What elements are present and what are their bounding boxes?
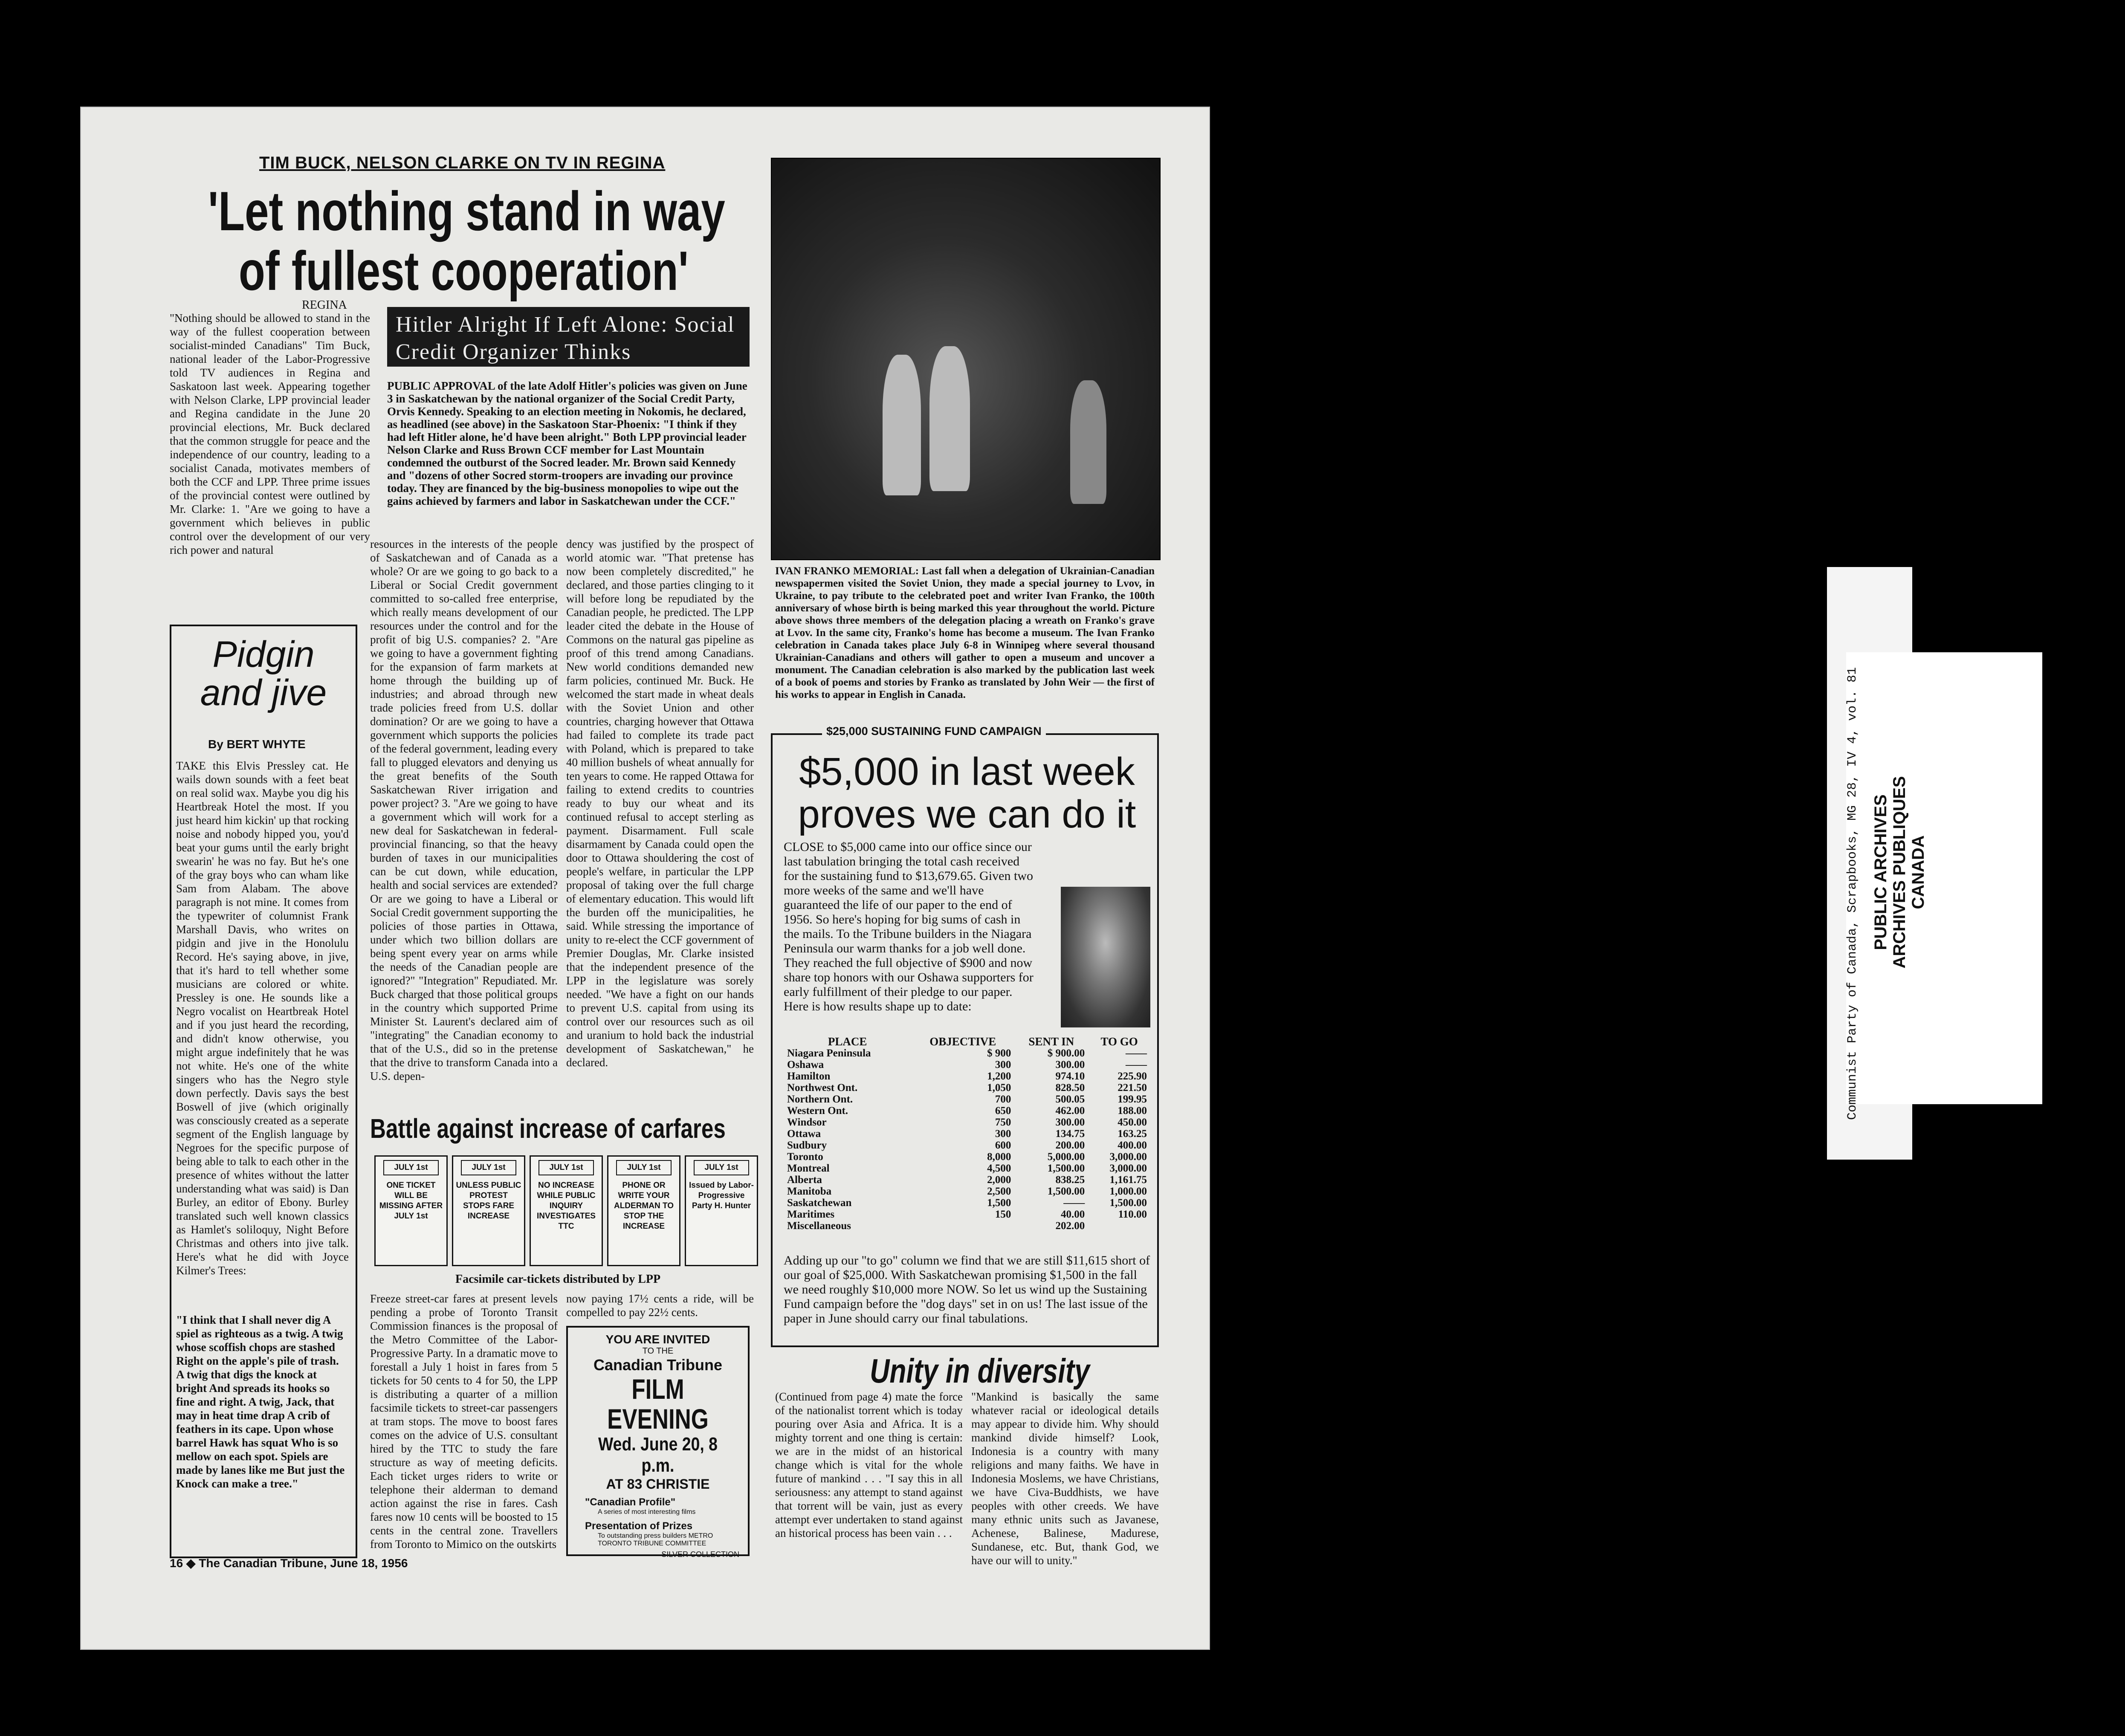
table-cell: 300.00 — [1055, 1117, 1085, 1128]
unity-column-1: (Continued from page 4) mate the force of the nationalist torrent which is today pouring over Asia and Africa. It is a mighty torrent and one thing is certain: we are in the midst of an historical change which is vital for the whole future of mankind . . . "I say this in all seriousness: any attempt to stand against that torrent will be vain, just as every attempt ever undertaken to stand against an historical process has been vain . . . — [775, 1390, 963, 1539]
table-cell: 1,500.00 — [1047, 1163, 1085, 1174]
franko-memorial-photo — [771, 158, 1161, 560]
archive-label — [1827, 567, 1928, 1160]
table-cell: 462.00 — [1055, 1105, 1085, 1117]
table-cell: $ 900.00 — [1047, 1047, 1085, 1059]
table-cell: Oshawa — [787, 1059, 824, 1071]
table-cell: Western Ont. — [787, 1105, 848, 1117]
table-cell — [1088, 1220, 1150, 1232]
table-cell: 4,500 — [987, 1163, 1011, 1174]
table-row — [784, 1163, 1150, 1174]
table-cell: 400.00 — [1118, 1140, 1147, 1151]
table-cell: Windsor — [787, 1117, 827, 1128]
lead-article-column-2: resources in the interests of the people of Saskatchewan and of Canada as a whole? Or are we going to go back to a Liberal or Social Credit government committed to so-called free enterprise, which really means development of our resources under the control and for the profit of big U.S. companies? 2. "Are we going to have a government fighting for the expansion of farm markets at home through the building up of industries; and abroad through new trade policies freed from U.S. dollar domination? Or are we going to have a government which supports the policies of the federal government, leading every fall to plugged elevators and denying us the great benefits of the South Saskatchewan River irrigation and power project? 3. "Are we going to have a government which will work for a new deal for Saskatchewan in federal-provincial financing, so that the heavy burden of taxes in our municipalities can be cut down, while education, health and social services are extended? Or are we going to have a Liberal or Social Credit government supporting the policies of those parties in Ottawa, under which two billion dollars are being spent every year on arms while the needs of the Canadian people are ignored?" "Integration" Repudiated. Mr. Buck charged that those political groups in the country which supported Prime Minister St. Laurent's declared aim of "integrating" the Canadian economy to that of the U.S., did so in the pretense that the drive to transform Canada into a U.S. depen- — [370, 538, 558, 1082]
pidgin-title: Pidgin and jive — [200, 634, 327, 713]
fund-headline: $5,000 in last week proves we can do it — [798, 750, 1136, 836]
table-cell: 700 — [995, 1094, 1011, 1105]
carfares-body: Freeze street-car fares at present levels pending a probe of Toronto Transit Commission finances is the proposal of the Metro Committee of the Labor-Progressive Party. In a dramatic move to forestall a July 1 hoist in fares from 5 tickets for 50 cents to 4 for 50, the LPP is distributing a quarter of a million facsimile tickets to street-car passengers at tram stops. The move to boost fares comes on the advice of U.S. consultant hired by the TTC to study the fare structure as way of meeting deficits. Each ticket urges riders to write or telephone their alderman to demand action against the rise in fares. Cash fares now 10 cents will be boosted to 15 cents in the central zone. Travellers from Toronto to Mimico on the outskirts — [370, 1292, 558, 1551]
table-cell: 3,000.00 — [1109, 1151, 1147, 1163]
ticket: JULY 1st PHONE OR WRITE YOUR ALDERMAN TO STOP THE INCREASE — [607, 1155, 680, 1266]
table-row — [784, 1094, 1150, 1105]
table-row — [784, 1105, 1150, 1117]
table-cell: 5,000.00 — [1047, 1151, 1085, 1163]
table-cell: 750 — [995, 1117, 1011, 1128]
table-cell: 500.05 — [1055, 1094, 1085, 1105]
table-row — [784, 1047, 1150, 1059]
table-cell: 1,000.00 — [1109, 1186, 1147, 1197]
table-row — [784, 1220, 1150, 1232]
archive-stamp: PUBLIC ARCHIVES ARCHIVES PUBLIQUES CANADA — [1871, 776, 1928, 969]
table-row — [784, 1059, 1150, 1071]
table-cell: Manitoba — [787, 1186, 832, 1197]
table-row — [784, 1197, 1150, 1209]
table-cell: 838.25 — [1055, 1174, 1085, 1186]
table-cell: 1,500.00 — [1109, 1197, 1147, 1209]
fund-results-table — [784, 1036, 1150, 1232]
unity-column-2: "Mankind is basically the same whatever racial or ideological details may appear to divide him. Why should mankind divide himself? Look, Indonesia is a country with many religions and many faiths. We have in Indonesia Moslems, we have Christians, we have Civa-Buddhists, we have peoples with other creeds. We have many ethnic units such as Javanese, Achenese, Balinese, Madurese, Sundanese, etc. But, thank God, we have our will to unity." — [971, 1390, 1159, 1567]
fund-table-header: TO GO — [1100, 1035, 1138, 1048]
table-cell: Northern Ont. — [787, 1094, 853, 1105]
table-cell: Ottawa — [787, 1128, 821, 1140]
table-cell: Northwest Ont. — [787, 1082, 858, 1094]
table-row — [784, 1128, 1150, 1140]
headline-line-2: of fullest cooperation' — [238, 240, 689, 302]
hitler-headline: Hitler Alright If Left Alone: Social Credit Organizer Thinks — [387, 307, 750, 367]
table-row — [784, 1209, 1150, 1220]
archive-reference: Communist Party of Canada, Scrapbooks, MG 28, IV 4, vol. 81 — [1845, 667, 1860, 1120]
dateline: REGINA — [302, 298, 347, 312]
fund-table-header: SENT IN — [1028, 1035, 1074, 1048]
headline-line-1: 'Let nothing stand in way — [208, 180, 725, 242]
portrait-photo — [1061, 887, 1150, 1027]
carfares-headline: Battle against increase of carfares — [370, 1113, 726, 1144]
table-cell: 1,161.75 — [1109, 1174, 1147, 1186]
table-cell: Saskatchewan — [787, 1197, 852, 1209]
fund-body: CLOSE to $5,000 came into our office since our last tabulation bringing the total cash received for the sustaining fund to $13,679.65. Given two more weeks of the same and we'll have guaranteed the life of our paper to the end of 1956. So here's hoping for big sums of cash in the mails. To the Tribune builders in the Niagara Peninsula our warm thanks for a job well done. They reached the full objective of $900 and now share top honors with our Oshawa supporters for early fulfillment of their pledge to our paper. Here is how results shape up to date: — [784, 840, 1034, 1013]
table-cell: $ 900 — [987, 1047, 1011, 1059]
franko-caption: IVAN FRANKO MEMORIAL: Last fall when a delegation of Ukrainian-Canadian newspapermen visited the Soviet Union, they made a special journey to Lvov, in Ukraine, to pay tribute to the celebrated poet and writer Ivan Franko, the 100th anniversary of whose birth is being marked this year throughout the world. Picture above shows three members of the delegation placing a wreath on Franko's grave at Lvov. In the same city, Franko's home has become a museum. The Ivan Franko celebration in Canada takes place July 6-8 in Winnipeg where several thousand Ukrainian-Canadians and others will gather to open a museum and uncover a monument. The Canadian celebration is also marked by the publication last week of a book of poems and stories by Franko as translated by John Weir — the first of his works to appear in English in Canada. — [775, 565, 1155, 700]
table-cell: Toronto — [787, 1151, 823, 1163]
carfares-body-cont: now paying 17½ cents a ride, will be compelled to pay 22½ cents. — [566, 1292, 754, 1319]
ticket: JULY 1st NO INCREASE WHILE PUBLIC INQUIRY INVESTIGATES TTC — [530, 1155, 603, 1266]
table-cell: —— — [1126, 1047, 1147, 1059]
table-cell: 1,200 — [987, 1071, 1011, 1082]
table-cell: 225.90 — [1118, 1071, 1147, 1082]
ticket: JULY 1st ONE TICKET WILL BE MISSING AFTER JULY 1st — [374, 1155, 448, 1266]
fund-table-header: OBJECTIVE — [929, 1035, 996, 1048]
table-cell: 300 — [995, 1128, 1011, 1140]
table-cell: 200.00 — [1055, 1140, 1085, 1151]
table-cell: 974.10 — [1055, 1071, 1085, 1082]
table-cell: Alberta — [787, 1174, 822, 1186]
table-cell: Miscellaneous — [787, 1220, 851, 1232]
table-cell: 202.00 — [1055, 1220, 1085, 1232]
table-cell: 1,500 — [987, 1197, 1011, 1209]
table-cell: 300 — [995, 1059, 1011, 1071]
table-cell: 221.50 — [1118, 1082, 1147, 1094]
table-cell: 3,000.00 — [1109, 1163, 1147, 1174]
table-cell: 450.00 — [1118, 1117, 1147, 1128]
table-row — [784, 1174, 1150, 1186]
pidgin-byline: By BERT WHYTE — [208, 738, 306, 751]
table-cell: 828.50 — [1055, 1082, 1085, 1094]
table-cell: 40.00 — [1061, 1209, 1085, 1220]
lead-article-column-3: dency was justified by the prospect of world atomic war. "That pretense has now been completely discredited," he declared, and those parties clinging to it will before long be repudiated by the Canadian people, he predicted. The LPP leader cited the debate in the House of Commons on the natural gas pipeline as proof of this trend among Canadians. New world conditions demanded new farm policies, continued Mr. Buck. He welcomed the start made in wheat deals with the Soviet Union and other countries, charging however that Ottawa had failed to complete its trade pact with Poland, which is prepared to take 40 million bushels of wheat annually for ten years to come. He rapped Ottawa for failing to extend credits to countries ready to buy our wheat and its continued refusal to accept sterling as payment. Disarmament. Full scale disarmament by Canada could open the door to Ottawa shouldering the cost of people's welfare, in particular the LPP proposal of taking over the full charge of elementary education. This would lift the burden off the municipalities, he said. While stressing the importance of unity to re-elect the CCF government of Premier Douglas, Mr. Clarke insisted that the independent presence of the LPP in the legislature was sorely needed. "We have a fight on our hands to prevent U.S. capital from using its control over our resources such as oil and uranium to hold back the industrial development of Saskatchewan," he declared. — [566, 538, 754, 1069]
table-cell — [911, 1220, 1014, 1232]
table-cell: Hamilton — [787, 1071, 831, 1082]
table-cell: 1,050 — [987, 1082, 1011, 1094]
fund-label: $25,000 SUSTAINING FUND CAMPAIGN — [822, 725, 1046, 738]
table-cell: 300.00 — [1055, 1059, 1085, 1071]
pidgin-poem: "I think that I shall never dig A spiel as righteous as a twig. A twig whose scoffish chops are stashed Right on the apple's pile of trash. A twig that digs the knock at bright And spreads its hooks so fine and right. A twig, Jack, that may in heat time drap A crib of feathers in its cape. Upon whose barrel Hawk has squat Who is so mellow on each spot. Spiels are made by lanes like me But just the Knock can make a tree." — [176, 1314, 345, 1490]
table-row — [784, 1140, 1150, 1151]
table-cell: 150 — [995, 1209, 1011, 1220]
ticket: JULY 1st Issued by Labor-Progressive Party H. Hunter — [685, 1155, 758, 1266]
facsimile-tickets — [374, 1155, 758, 1266]
fund-closing: Adding up our "to go" column we find that we are still $11,615 short of our goal of $25,000. With Saskatchewan promising $1,500 in the fall we need roughly $10,000 more NOW. So let us wind up the Sustaining Fund campaign before the "dog days" set in on us! The last issue of the paper in June should carry our final tabulations. — [784, 1253, 1150, 1325]
table-cell: 110.00 — [1118, 1209, 1147, 1220]
table-cell: 188.00 — [1118, 1105, 1147, 1117]
table-cell: Maritimes — [787, 1209, 835, 1220]
film-evening-ad: YOU ARE INVITED TO THE Canadian Tribune FILM EVENING Wed. June 20, 8 p.m. AT 83 CHRISTIE "Canadian Profile" A series of most interesting films Presentation of Prizes To outstanding press builders METRO TORONTO TRIBUNE COMMITTEE SILVER COLLECTION — [566, 1326, 750, 1556]
lead-article-column: "Nothing should be allowed to stand in the way of the fullest cooperation between socialist-minded Canadians" Tim Buck, national leader of the Labor-Progressive told TV audiences in Regina and Saskatoon last week. Appearing together with Nelson Clarke, LPP provincial leader and Regina candidate in the June 20 provincial elections, Mr. Buck declared that the common struggle for peace and the independence of our country, leading to a socialist Canada, motivates members of both the CCF and LPP. Three prime issues of the provincial contest were outlined by Mr. Clarke: 1. "Are we going to have a government which believes in public control over the development of our very rich power and natural — [170, 312, 370, 556]
table-row — [784, 1117, 1150, 1128]
fund-table-header: PLACE — [828, 1035, 867, 1048]
newspaper-page — [80, 107, 1210, 1650]
table-cell: 600 — [995, 1140, 1011, 1151]
table-cell: Niagara Peninsula — [787, 1047, 871, 1059]
unity-headline: Unity in diversity — [870, 1352, 1090, 1390]
table-cell: 2,000 — [987, 1174, 1011, 1186]
table-cell: 199.95 — [1118, 1094, 1147, 1105]
table-cell: —— — [1063, 1197, 1085, 1209]
table-cell: 163.25 — [1118, 1128, 1147, 1140]
table-cell: 134.75 — [1055, 1128, 1085, 1140]
table-row — [784, 1151, 1150, 1163]
ticket: JULY 1st UNLESS PUBLIC PROTEST STOPS FARE INCREASE — [452, 1155, 525, 1266]
table-cell: —— — [1126, 1059, 1147, 1071]
table-row — [784, 1082, 1150, 1094]
page-footer: 16 ◆ The Canadian Tribune, June 18, 1956 — [170, 1557, 408, 1570]
table-cell: 8,000 — [987, 1151, 1011, 1163]
table-cell: Sudbury — [787, 1140, 827, 1151]
kicker: TIM BUCK, NELSON CLARKE ON TV IN REGINA — [259, 153, 666, 172]
pidgin-body: TAKE this Elvis Pressley cat. He wails down sounds with a feet beat on real solid wax. Maybe you dig his Heartbreak Hotel the most. If you just heard him kickin' up that rocking noise and nobody hipped you, you'd beat your gums until the early bright swearin' he was no fay. But he's one of the gray boys who can wham like Sam from Alabam. The above paragraph is not mine. It comes from the typewriter of columnist Frank Marshall Davis, who writes on pidgin and jive in the Honolulu Record. He's saying above, in jive, that it's hard to tell whether some musicians are colored or white. Pressley is one. He sounds like a Negro vocalist on Heartbreak Hotel and if you just heard the recording, and didn't know otherwise, you might argue indefinitely that he was not white. He's one of the white singers who has the Negro style down perfectly. Davis says the best Boswell of jive (which originally was consciously created as a seperate segment of the English language by Negroes for the specific purpose of being able to talk to each other in the presence of whites without the latter understanding what was said) is Dan Burley, an editor of Ebony. Burley translated such well known classics as Hamlet's soliloquy, Night Before Christmas and others into jive talk. Here's what he did with Joyce Kilmer's Trees: — [176, 759, 349, 1277]
table-cell: 1,500.00 — [1047, 1186, 1085, 1197]
table-cell: 650 — [995, 1105, 1011, 1117]
hitler-lede: PUBLIC APPROVAL of the late Adolf Hitler's policies was given on June 3 in Saskatchewan by the national organizer of the Social Credit Party, Orvis Kennedy. Speaking to an election meeting in Nokomis, he declared, as headlined (see above) in the Saskatoon Star-Phoenix: "I think if they had left Hitler alone, he'd have been alright." Both LPP provincial leader Nelson Clarke and Russ Brown CCF member for Last Mountain condemned the outburst of the Socred leader. Mr. Brown said Kennedy and "dozens of other Socred storm-troopers are invading our province today. They are financed by the big-business monopolies to wipe out the gains achieved by farmers and labor in Saskatchewan under the CCF." — [387, 379, 747, 507]
table-cell: 2,500 — [987, 1186, 1011, 1197]
table-row — [784, 1186, 1150, 1197]
tickets-caption: Facsimile car-tickets distributed by LPP — [455, 1273, 661, 1286]
table-row — [784, 1071, 1150, 1082]
table-cell: Montreal — [787, 1163, 830, 1174]
